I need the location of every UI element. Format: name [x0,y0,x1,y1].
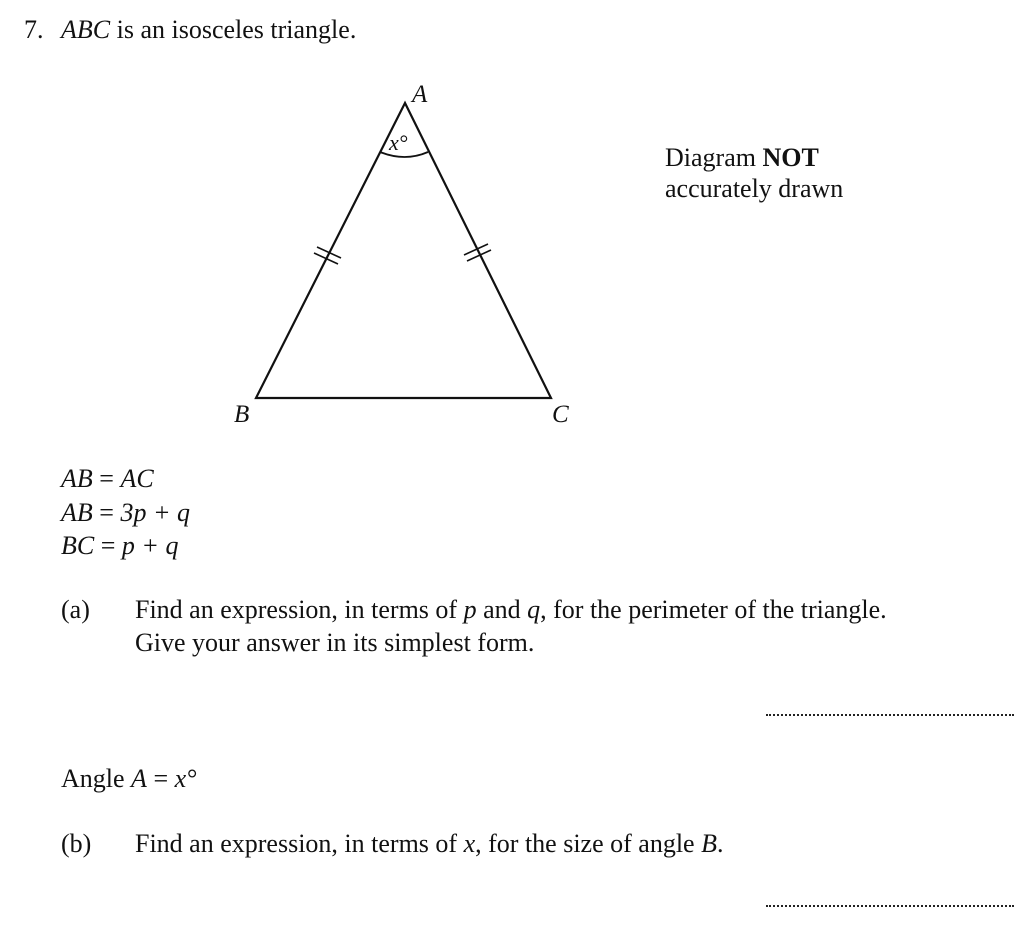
part-a-text-1: Find an expression, in terms of [135,595,464,624]
answer-line-a[interactable] [766,714,1014,716]
part-a-var-p: p [463,595,477,624]
part-a-var-q: q [527,595,541,624]
angle-label-x: x° [389,130,408,155]
part-b-text-3: . [716,829,724,858]
vertex-label-a: A [412,81,428,108]
eq1-lhs: AB [61,464,93,493]
eq3-lhs: BC [61,531,95,560]
diagram-note-line2: accurately drawn [665,174,844,203]
given-equation-1 [61,464,154,494]
question-number: 7. [24,15,44,44]
part-b-text-1: Find an expression, in terms of [135,829,464,858]
eq3-op: = [94,531,122,560]
angle-value: x° [174,764,197,793]
part-b-var-b: B [701,829,717,858]
diagram-note-bold: NOT [762,143,819,172]
part-b-question-line1 [135,829,723,859]
diagram-note-line1 [665,142,843,173]
eq2-op: = [92,498,121,527]
part-a-text-3: , for the perimeter of the triangle. [540,595,887,624]
diagram-note-plain: Diagram [665,143,763,172]
eq2-lhs: AB [61,498,93,527]
eq1-rhs: AC [120,464,154,493]
angle-prefix: Angle [61,764,132,793]
eq1-op: = [92,464,121,493]
eq3-rhs: p + q [121,531,179,560]
part-b-text-2: , for the size of angle [475,829,702,858]
part-b-label: (b) [61,829,92,858]
part-a-question-line1 [135,595,887,625]
part-a-label: (a) [61,595,90,624]
angle-var: A [131,764,147,793]
diagram-note [665,142,843,204]
part-a-text-2: and [476,595,528,624]
title-triangle-name: ABC [61,15,111,44]
angle-given [61,764,197,794]
vertex-label-b: B [234,401,250,428]
eq2-rhs: 3p + q [120,498,190,527]
answer-line-b[interactable] [766,905,1014,907]
title-rest: is an isosceles triangle. [110,15,357,44]
part-a-question-line2: Give your answer in its simplest form. [135,628,535,657]
part-b-var-x: x [463,829,476,858]
vertex-label-c: C [552,401,569,428]
given-equation-2 [61,498,190,528]
tick-marks-ac [464,244,491,261]
given-equation-3 [61,531,178,561]
angle-op: = [146,764,175,793]
